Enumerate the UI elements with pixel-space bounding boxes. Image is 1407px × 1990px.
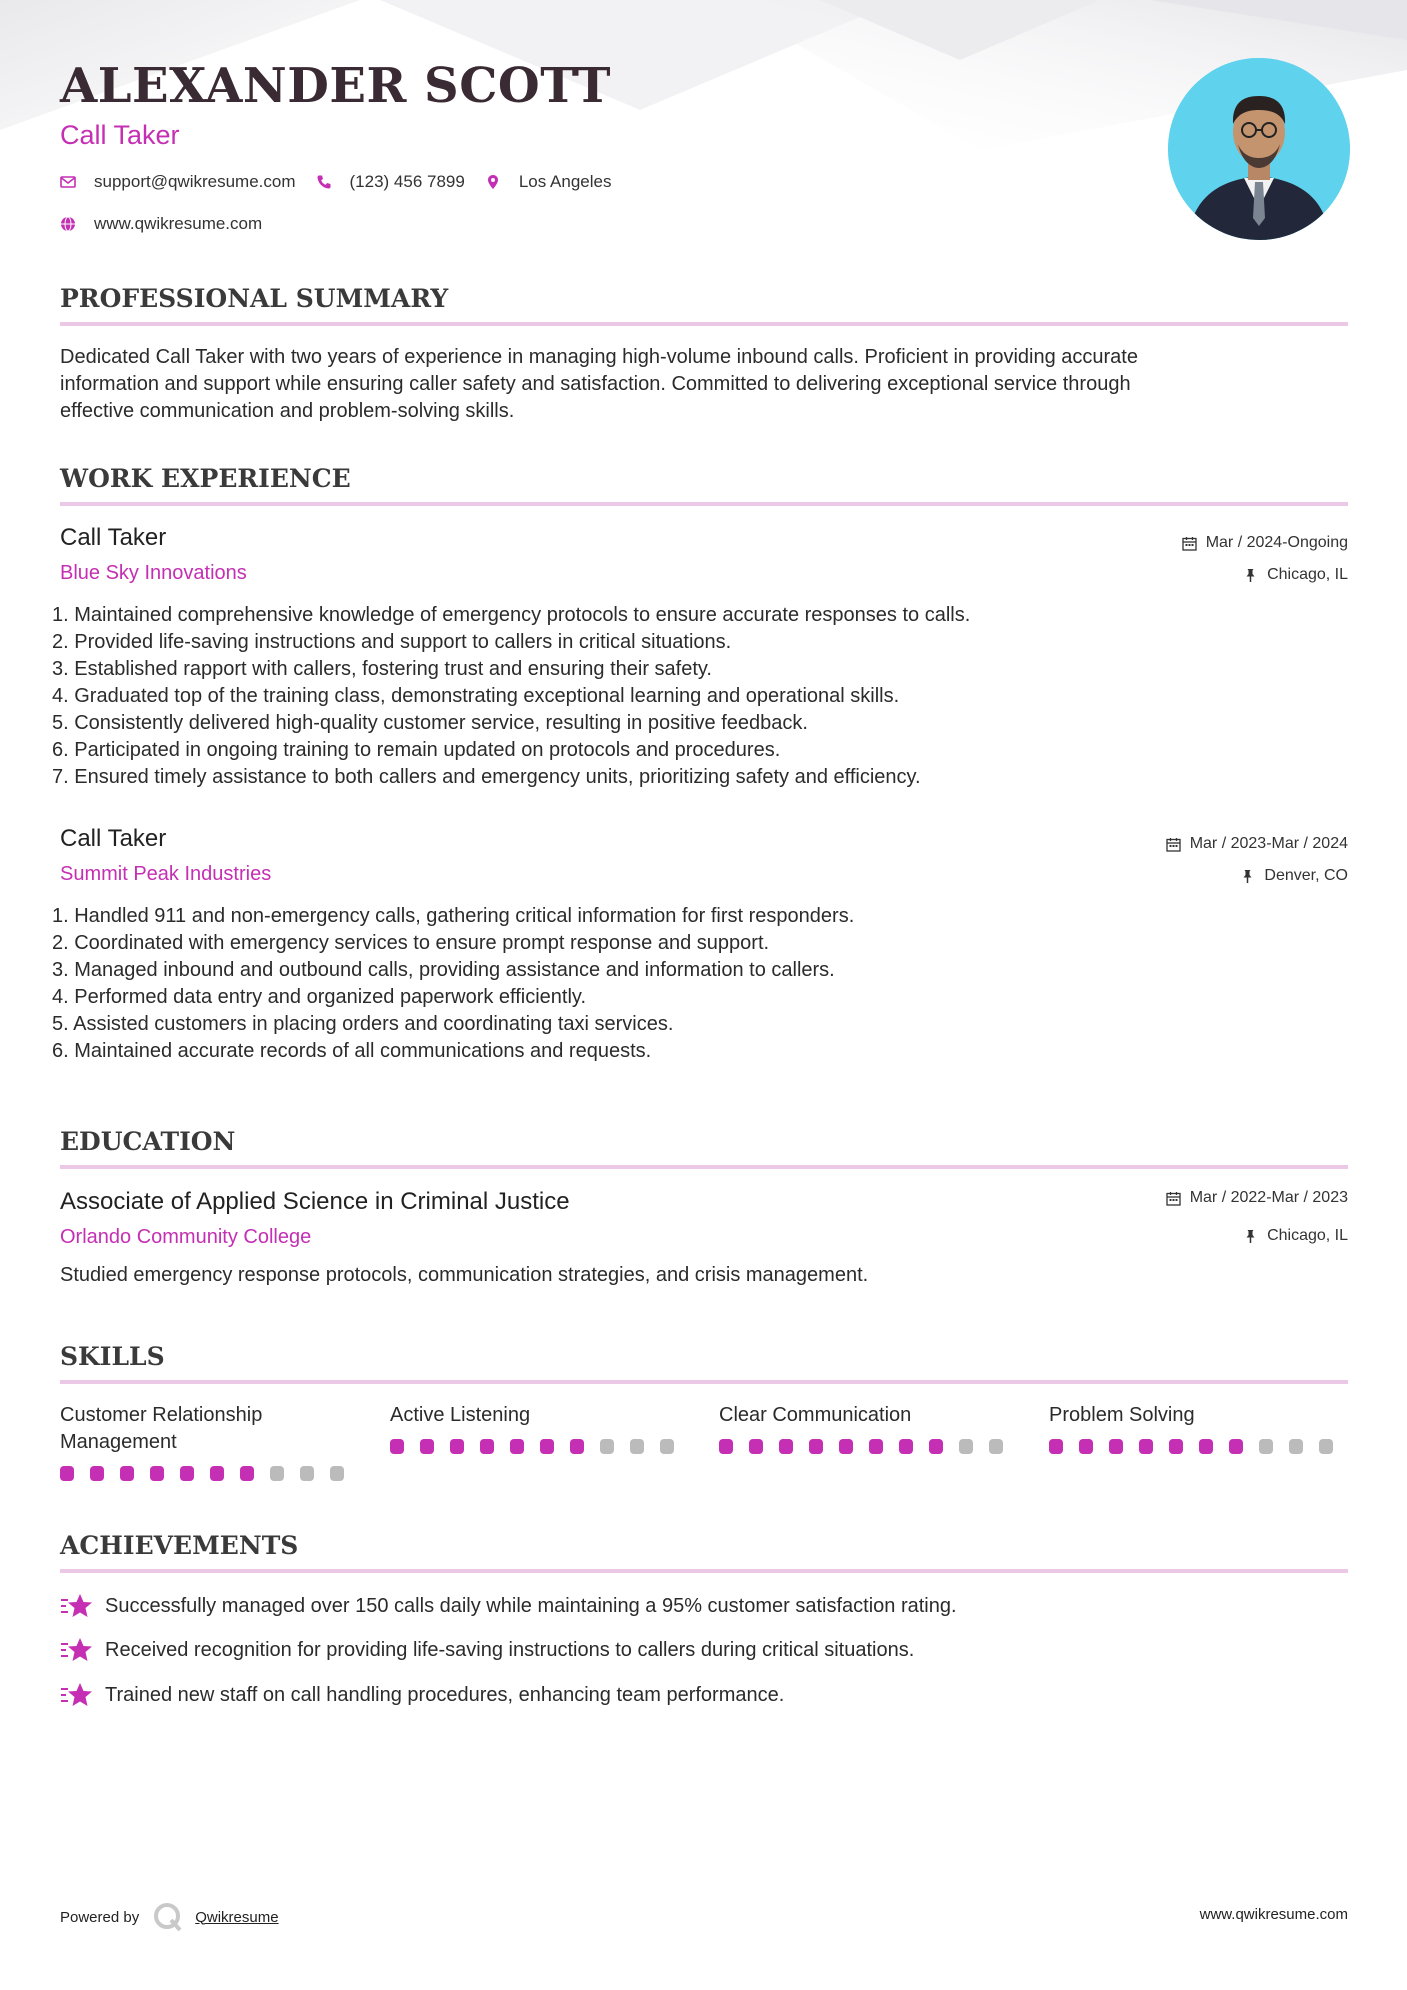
contact-phone[interactable] [316, 172, 465, 192]
skill-dot-filled [1229, 1439, 1243, 1454]
skill-dot-filled [1169, 1439, 1183, 1454]
job-location-text: Chicago, IL [1267, 566, 1348, 583]
education-dates [1166, 1189, 1348, 1207]
globe-icon [60, 216, 76, 232]
skill-dot-filled [210, 1466, 224, 1481]
skill-rating [60, 1466, 360, 1481]
skill-rating [390, 1439, 690, 1454]
job-dates [1182, 534, 1348, 552]
education-divider [60, 1165, 1348, 1169]
skill-dot-empty [270, 1466, 284, 1481]
contact-location [485, 172, 612, 192]
star-icon [60, 1636, 93, 1664]
portrait-illustration [1168, 58, 1350, 240]
list-item: 6. Maintained accurate records of all communications and requests. [52, 1040, 652, 1062]
list-item: 3. Established rapport with callers, fostering trust and ensuring their safety. [52, 658, 712, 680]
skill-dot-filled [809, 1439, 823, 1454]
list-item: 4. Graduated top of the training class, demonstrating exceptional learning and operational skills. [52, 685, 900, 707]
pushpin-icon [1243, 568, 1258, 583]
qwikresume-logo-icon [151, 1900, 185, 1934]
calendar-icon [1182, 536, 1197, 551]
skill-item [719, 1402, 1019, 1454]
skill-dot-empty [630, 1439, 644, 1454]
skill-rating [1049, 1439, 1349, 1454]
job-location-text: Denver, CO [1264, 867, 1348, 884]
pushpin-icon [1240, 869, 1255, 884]
list-item: 2. Provided life-saving instructions and support to callers in critical situations. [52, 631, 732, 653]
skill-dot-filled [510, 1439, 524, 1454]
list-item: 1. Maintained comprehensive knowledge of emergency protocols to ensure accurate responses to calls. [52, 604, 971, 626]
skill-dot-empty [300, 1466, 314, 1481]
education-dates-text: Mar / 2022-Mar / 2023 [1189, 1189, 1348, 1206]
skill-dot-filled [749, 1439, 763, 1454]
skill-dot-filled [1079, 1439, 1093, 1454]
school-name: Orlando Community College [60, 1226, 312, 1248]
footer-powered-by [60, 1900, 279, 1934]
skill-dot-filled [90, 1466, 104, 1481]
skill-dot-filled [60, 1466, 74, 1481]
map-pin-icon [485, 174, 501, 190]
footer-website[interactable]: www.qwikresume.com [1199, 1906, 1348, 1923]
profile-photo [1168, 58, 1350, 240]
summary-text [60, 344, 1348, 425]
skill-dot-filled [450, 1439, 464, 1454]
contact-email[interactable] [60, 172, 296, 192]
skill-dot-filled [1049, 1439, 1063, 1454]
phone-text: (123) 456 7899 [349, 172, 465, 191]
star-icon [60, 1592, 93, 1620]
powered-by-label: Powered by [60, 1908, 140, 1926]
location-text: Los Angeles [518, 172, 612, 191]
list-item: 5. Consistently delivered high-quality customer service, resulting in positive feedback. [52, 712, 808, 734]
website-text: www.qwikresume.com [94, 214, 263, 233]
summary-line: effective communication and problem-solving skills. [60, 400, 515, 422]
skill-dot-filled [1199, 1439, 1213, 1454]
education-description: Studied emergency response protocols, communication strategies, and crisis management. [60, 1264, 869, 1286]
job-location [1240, 867, 1348, 885]
skill-dot-filled [839, 1439, 853, 1454]
skill-name [60, 1402, 360, 1456]
phone-icon [316, 174, 332, 190]
job-dates [1166, 835, 1348, 853]
education-location-text: Chicago, IL [1267, 1227, 1348, 1244]
list-item: 5. Assisted customers in placing orders and coordinating taxi services. [52, 1013, 674, 1035]
achievements-divider [60, 1569, 1348, 1573]
skill-dot-filled [540, 1439, 554, 1454]
summary-line: information and support while ensuring caller safety and satisfaction. Committed to delivering exceptional service through [60, 373, 1131, 395]
skills-divider [60, 1380, 1348, 1384]
skill-name: Clear Communication [719, 1404, 912, 1426]
job-dates-text: Mar / 2024-Ongoing [1205, 534, 1348, 551]
skill-dot-filled [390, 1439, 404, 1454]
star-icon [60, 1681, 93, 1709]
summary-line: Dedicated Call Taker with two years of experience in managing high-volume inbound calls. Proficient in providing accurate [60, 346, 1138, 368]
education-heading: EDUCATION [60, 1127, 236, 1156]
education-location [1243, 1227, 1348, 1245]
contact-website[interactable] [60, 214, 262, 234]
degree-title: Associate of Applied Science in Criminal Justice [60, 1188, 570, 1215]
skill-dot-filled [719, 1439, 733, 1454]
list-item: 2. Coordinated with emergency services to ensure prompt response and support. [52, 932, 770, 954]
skill-dot-empty [660, 1439, 674, 1454]
skill-item [60, 1402, 360, 1481]
skill-dot-filled [180, 1466, 194, 1481]
list-item: 7. Ensured timely assistance to both callers and emergency units, prioritizing safety and efficiency. [52, 766, 921, 788]
resume-page [52, 0, 1348, 1990]
skill-dot-filled [570, 1439, 584, 1454]
job-title: Call Taker [60, 524, 167, 551]
calendar-icon [1166, 837, 1181, 852]
calendar-icon [1166, 1191, 1181, 1206]
skill-name: Active Listening [390, 1404, 531, 1426]
candidate-title: Call Taker [60, 120, 180, 150]
skill-dot-filled [120, 1466, 134, 1481]
job-location [1243, 566, 1348, 584]
email-text: support@qwikresume.com [94, 172, 296, 191]
skill-dot-empty [1319, 1439, 1333, 1454]
skill-dot-empty [959, 1439, 973, 1454]
skill-dot-filled [899, 1439, 913, 1454]
list-item: 6. Participated in ongoing training to remain updated on protocols and procedures. [52, 739, 781, 761]
skill-dot-empty [989, 1439, 1003, 1454]
job-bullets [52, 602, 1348, 791]
job-dates-text: Mar / 2023-Mar / 2024 [1189, 835, 1348, 852]
skill-dot-filled [1109, 1439, 1123, 1454]
skill-dot-empty [600, 1439, 614, 1454]
contact-row-website [60, 214, 282, 234]
skill-dot-filled [869, 1439, 883, 1454]
skill-dot-filled [1139, 1439, 1153, 1454]
skill-item [390, 1402, 690, 1454]
job-title: Call Taker [60, 825, 167, 852]
contact-row [60, 172, 631, 192]
skill-name-line: Customer Relationship [60, 1404, 263, 1426]
skill-dot-filled [779, 1439, 793, 1454]
skill-dot-filled [240, 1466, 254, 1481]
skill-item [1049, 1402, 1349, 1454]
achievement-item [60, 1681, 784, 1709]
skill-rating [719, 1439, 1019, 1454]
achievement-text: Received recognition for providing life-saving instructions to callers during critical situations. [105, 1638, 915, 1661]
candidate-name: ALEXANDER SCOTT [60, 58, 611, 114]
pushpin-icon [1243, 1229, 1258, 1244]
achievement-text: Trained new staff on call handling procedures, enhancing team performance. [105, 1683, 785, 1706]
skill-dot-filled [929, 1439, 943, 1454]
achievement-item [60, 1592, 957, 1620]
achievements-heading: ACHIEVEMENTS [60, 1531, 299, 1560]
list-item: 1. Handled 911 and non-emergency calls, gathering critical information for first responders. [52, 905, 855, 927]
experience-divider [60, 502, 1348, 506]
job-bullets [52, 903, 1348, 1065]
skill-dot-empty [1259, 1439, 1273, 1454]
brand-link[interactable]: Qwikresume [195, 1908, 279, 1926]
list-item: 4. Performed data entry and organized paperwork efficiently. [52, 986, 587, 1008]
list-item: 3. Managed inbound and outbound calls, providing assistance and information to callers. [52, 959, 835, 981]
skill-dot-filled [480, 1439, 494, 1454]
job-company: Summit Peak Industries [60, 863, 272, 885]
skill-dot-filled [150, 1466, 164, 1481]
summary-divider [60, 322, 1348, 326]
skill-dot-empty [1289, 1439, 1303, 1454]
experience-heading: WORK EXPERIENCE [60, 464, 351, 493]
skill-dot-empty [330, 1466, 344, 1481]
achievement-text: Successfully managed over 150 calls daily while maintaining a 95% customer satisfaction rating. [105, 1594, 957, 1617]
achievement-item [60, 1636, 914, 1664]
summary-heading: PROFESSIONAL SUMMARY [60, 284, 449, 313]
job-company: Blue Sky Innovations [60, 562, 247, 584]
skills-heading: SKILLS [60, 1342, 165, 1371]
skill-name-line: Management [60, 1431, 177, 1453]
email-icon [60, 174, 76, 190]
skill-dot-filled [420, 1439, 434, 1454]
skill-name: Problem Solving [1049, 1404, 1195, 1426]
